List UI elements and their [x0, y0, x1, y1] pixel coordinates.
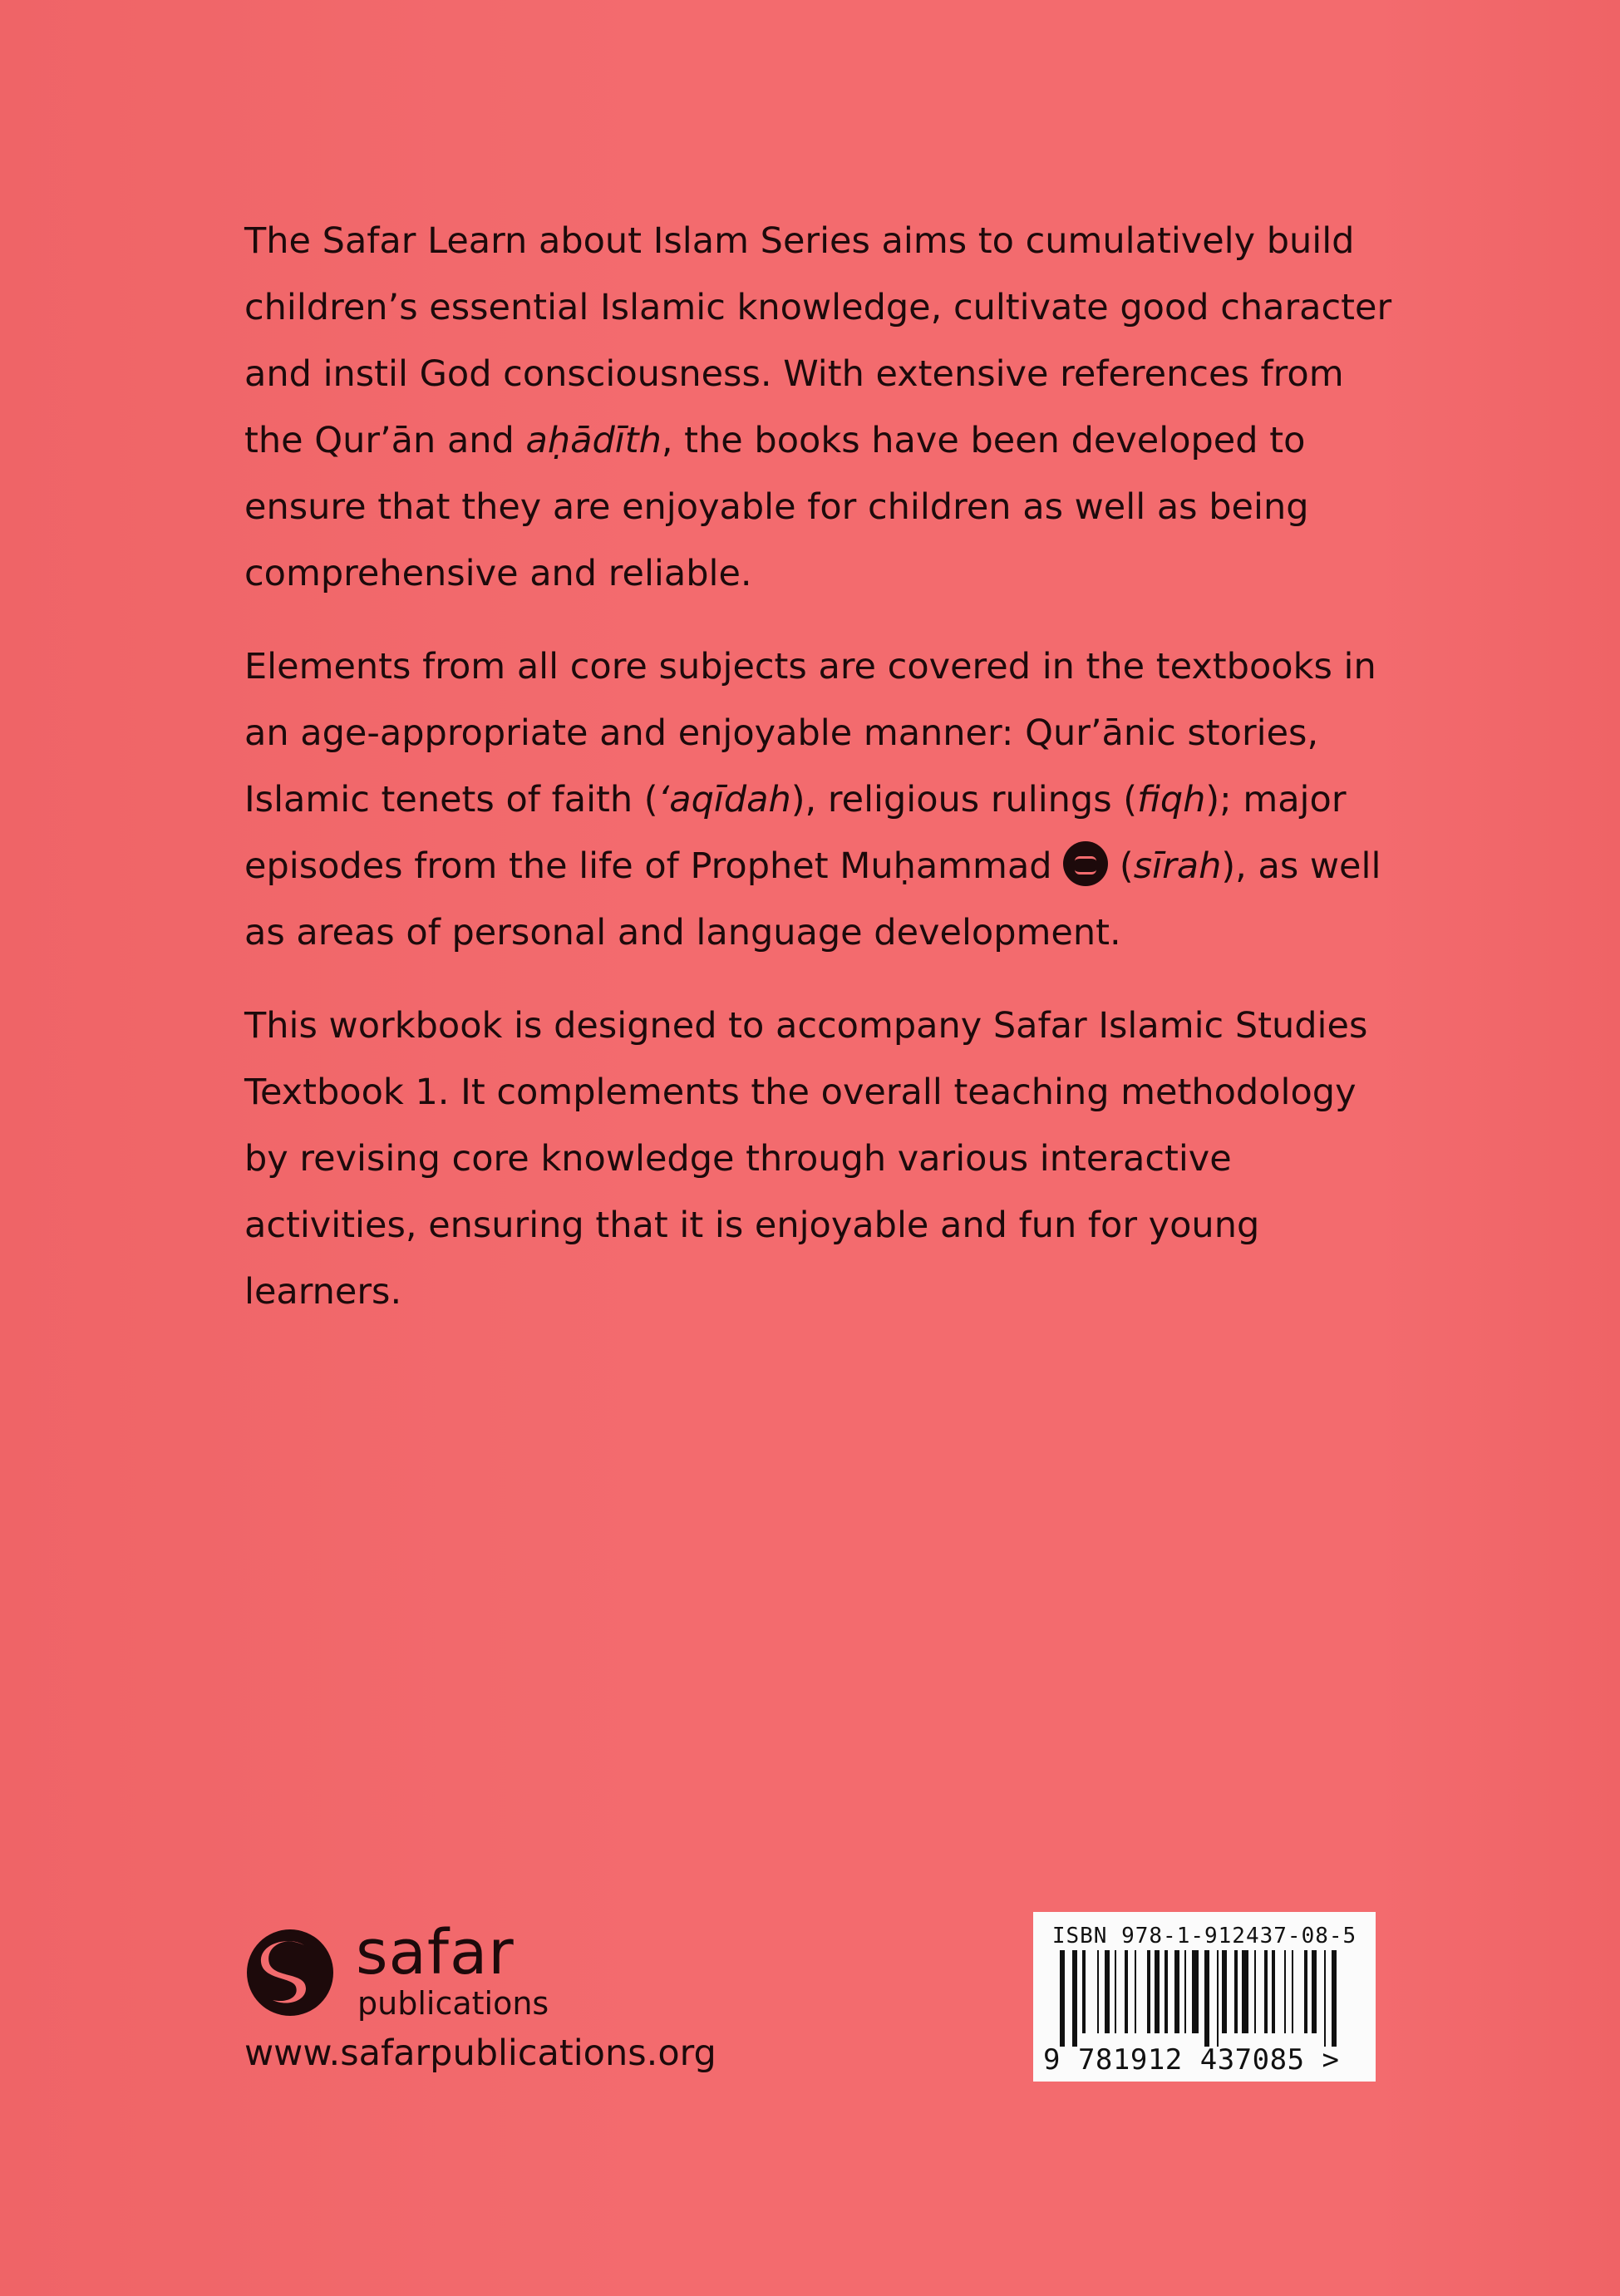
blurb-p2-text-h: ), as well as areas of personal and language development. — [244, 845, 1381, 953]
barcode-bar — [1097, 1950, 1099, 2033]
publisher-website: www.safarpublications.org — [244, 2032, 716, 2074]
barcode-bar — [1284, 1950, 1286, 2033]
blurb-p2-italic-sirah: sīrah — [1133, 845, 1222, 887]
barcode-bar — [1332, 1950, 1337, 2047]
barcode-bar — [1125, 1950, 1128, 2033]
blurb-paragraph-3: This workbook is designed to accompany Safar Islamic Studies Textbook 1. It complements the overall teaching methodology by revising core knowledge through various interactive activities, ensuring that it is enjoyable and fun for young learners. — [244, 1005, 1368, 1313]
publisher-name: safar — [356, 1917, 515, 1988]
blurb-p2-italic-aqidah: ‘aqīdah — [657, 779, 791, 820]
barcode-bar — [1155, 1950, 1160, 2033]
isbn-label: ISBN 978-1-912437-08-5 — [1051, 1924, 1357, 1949]
safar-logo-icon — [244, 1927, 336, 2018]
barcode-bar — [1222, 1950, 1227, 2033]
barcode-bar — [1204, 1950, 1209, 2047]
barcode-bar — [1304, 1950, 1307, 2033]
blurb-p2-text-e: ); major episodes from the life of Prophet Muḥammad — [244, 779, 1347, 887]
barcode-bar — [1060, 1950, 1065, 2047]
barcode-bar — [1324, 1950, 1326, 2047]
blurb-p2-text-f: ( — [1108, 845, 1134, 887]
barcode-bar — [1174, 1950, 1179, 2033]
publisher-sub: publications — [357, 1985, 549, 2022]
barcode-bar — [1192, 1950, 1199, 2033]
barcode-bar — [1217, 1950, 1219, 2047]
blurb-p1-italic-term: aḥādīth — [525, 420, 662, 461]
blurb-p2-text-a: Elements from all core subjects are covered in the textbooks in an age-appropriate and enjoyable manner: Qur’ānic stories, Islamic tenets of faith ( — [244, 646, 1376, 820]
barcode-bar — [1165, 1950, 1168, 2033]
barcode-bar — [1292, 1950, 1293, 2033]
blurb-p1-text-a: The Safar Learn about Islam Series aims to cumulatively build children’s essential Islamic knowledge, cultivate good character and instil God consciousness. With extensive references from the Qur’ān and — [244, 220, 1392, 461]
blurb-p2-italic-fiqh: fiqh — [1137, 779, 1206, 820]
barcode-bar — [1082, 1950, 1086, 2033]
isbn-barcode — [1033, 1912, 1376, 2082]
ean-digits: 9 781912 437085 > — [1043, 2043, 1340, 2077]
blurb-p1-text-c: , the books have been developed to ensure that they are enjoyable for children as well as being comprehensive and reliable. — [244, 420, 1309, 594]
barcode-bar — [1072, 1950, 1077, 2047]
blurb-paragraph-1 — [244, 208, 1408, 607]
salutation-icon — [1063, 841, 1108, 886]
barcode-bar — [1105, 1950, 1110, 2033]
publisher-logo — [244, 1917, 660, 2035]
blurb-text — [244, 208, 1408, 1352]
barcode-bars — [1060, 1950, 1359, 2047]
barcode-bar — [1254, 1950, 1256, 2033]
barcode-bar — [1234, 1950, 1238, 2033]
barcode-bar — [1147, 1950, 1150, 2033]
barcode-bar — [1242, 1950, 1248, 2033]
barcode-bar — [1115, 1950, 1116, 2033]
barcode-bar — [1312, 1950, 1317, 2033]
barcode-bar — [1264, 1950, 1268, 2033]
barcode-bar — [1272, 1950, 1275, 2033]
blurb-paragraph-2 — [244, 633, 1408, 966]
barcode-bar — [1135, 1950, 1136, 2033]
blurb-p2-text-c: ), religious rulings ( — [790, 779, 1138, 820]
barcode-bar — [1184, 1950, 1186, 2033]
